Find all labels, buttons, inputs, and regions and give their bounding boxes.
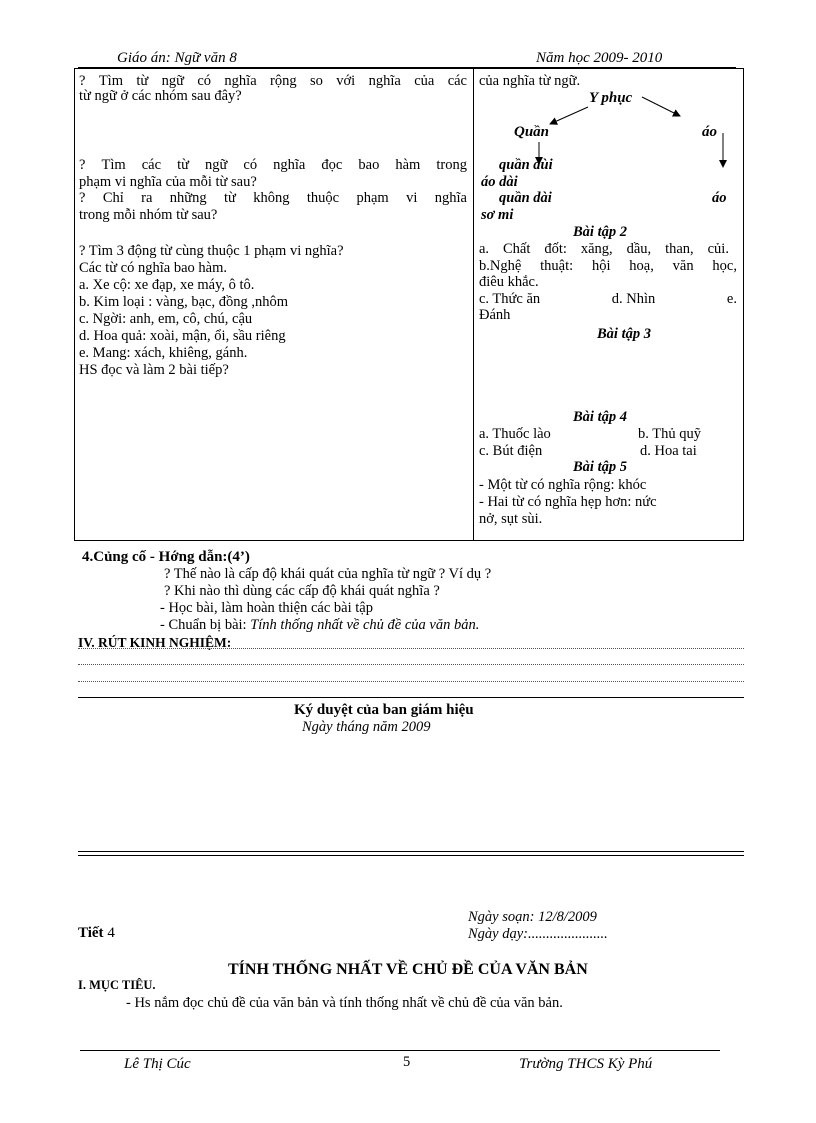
tree-ao-dai: áo dài: [481, 174, 518, 190]
tree-quan-dui: quần đùi: [499, 157, 553, 173]
exercise-5-c: nở, sụt sùi.: [479, 511, 543, 527]
right-continuation: của nghĩa từ ngữ.: [479, 73, 581, 89]
dotted-line-2: [78, 664, 744, 665]
q3-line2: trong mỗi nhóm từ sau?: [79, 207, 218, 223]
exercise-2-b: b.Nghệ thuật: hội hoạ, văn học,: [479, 258, 737, 274]
arrow-to-quan: [550, 107, 588, 124]
double-rule: [78, 851, 744, 856]
answer-e: e. Mang: xách, khiêng, gánh.: [79, 345, 248, 361]
exercise-3-title: Bài tập 3: [597, 326, 651, 342]
q3-line1: ? Chỉ ra những từ không thuộc phạm vi nghĩa: [79, 190, 467, 206]
header-right: Năm học 2009- 2010: [536, 50, 663, 66]
q4: ? Tìm 3 động từ cùng thuộc 1 phạm vi nghĩa?: [79, 243, 344, 259]
q2-line1: ? Tìm các từ ngữ có nghĩa đọc bao hàm trong: [79, 157, 467, 173]
exercise-4-d: d. Hoa tai: [640, 443, 697, 459]
exercise-2-title: Bài tập 2: [573, 224, 627, 240]
section-4-title: 4.Củng cố - Hớng dẫn:(4’): [82, 549, 250, 565]
section-4-line1: ? Thế nào là cấp độ khái quát của nghĩa từ ngữ ? Ví dụ ?: [164, 566, 492, 582]
column-divider: [473, 69, 474, 540]
hs-instruction: HS đọc và làm 2 bài tiếp?: [79, 362, 229, 378]
footer-school: Trường THCS Kỳ Phú: [519, 1056, 653, 1072]
answer-d: d. Hoa quả: xoài, mận, ổi, sầu riêng: [79, 328, 286, 344]
section-iv-title: IV. RÚT KINH NGHIỆM:: [78, 635, 232, 650]
section-4-line2: ? Khi nào thì dùng các cấp độ khái quát nghĩa ?: [164, 583, 440, 599]
dotted-line-1: [78, 648, 744, 649]
footer-author: Lê Thị Cúc: [124, 1056, 191, 1072]
page-number: 5: [403, 1054, 411, 1070]
header-left: Giáo án: Ngữ văn 8: [117, 50, 237, 66]
answer-b: b. Kim loại : vàng, bạc, đồng ,nhôm: [79, 294, 289, 310]
ngay-day: Ngày dạy:......................: [468, 926, 608, 942]
exercise-5-a: - Một từ có nghĩa rộng: khóc: [479, 477, 647, 493]
tree-quan: Quần: [514, 124, 550, 140]
section-rule: [78, 697, 744, 698]
tree-arrows: [475, 69, 743, 179]
exercise-4-a: a. Thuốc lào: [479, 426, 551, 442]
goal-1: - Hs nắm đọc chủ đề của văn bản và tính thống nhất về chủ đề của văn bản.: [126, 995, 563, 1011]
exercise-2-b2: điêu khắc.: [479, 274, 539, 290]
lesson-title: TÍNH THỐNG NHẤT VỀ CHỦ ĐỀ CỦA VĂN BẢN: [228, 961, 588, 978]
exercise-4-title: Bài tập 4: [573, 409, 627, 425]
answer-heading: Các từ có nghĩa bao hàm.: [79, 260, 227, 276]
answer-c: c. Ngời: anh, em, cô, chú, cậu: [79, 311, 253, 327]
dotted-line-3: [78, 681, 744, 682]
approval-title: Ký duyệt của ban giám hiệu: [294, 702, 474, 718]
tree-so-mi: sơ mi: [481, 207, 514, 223]
arrow-to-ao: [642, 97, 680, 116]
exercise-5-title: Bài tập 5: [573, 459, 627, 475]
tree-ao-2: áo: [712, 190, 727, 206]
exercise-2-c: c. Thức ăn d. Nhìn e.: [479, 291, 737, 307]
exercise-5-b: - Hai từ có nghĩa hẹp hơn: nức: [479, 494, 657, 510]
ngay-soan: Ngày soạn: 12/8/2009: [468, 909, 597, 925]
q2-line2: phạm vi nghĩa của mỗi từ sau?: [79, 174, 257, 190]
muc-tieu-heading: I. MỤC TIÊU.: [78, 978, 156, 992]
footer-rule: [80, 1050, 720, 1051]
tree-root: Y phục: [589, 90, 633, 106]
q1-line2: từ ngữ ở các nhóm sau đây?: [79, 88, 242, 104]
exercise-4-b: b. Thủ quỹ: [638, 426, 701, 442]
tree-quan-dai: quần dài: [499, 190, 552, 206]
exercise-4-c: c. Bút điện: [479, 443, 543, 459]
answer-a: a. Xe cộ: xe đạp, xe máy, ô tô.: [79, 277, 255, 293]
tree-ao: áo: [702, 124, 717, 140]
tiet-label: Tiết 4: [78, 925, 115, 941]
exercise-2-c2: Đánh: [479, 307, 511, 323]
section-4-line4: - Chuẩn bị bài: Tính thống nhất về chủ đề của văn bản.: [160, 617, 480, 633]
exercise-2-a: a. Chất đốt: xăng, dầu, than, củi.: [479, 241, 729, 257]
section-4-line3: - Học bài, làm hoàn thiện các bài tập: [160, 600, 373, 616]
approval-date: Ngày tháng năm 2009: [302, 719, 431, 735]
q1-line1: ? Tìm từ ngữ có nghĩa rộng so với nghĩa của các: [79, 73, 467, 89]
lesson-table: [74, 68, 744, 541]
